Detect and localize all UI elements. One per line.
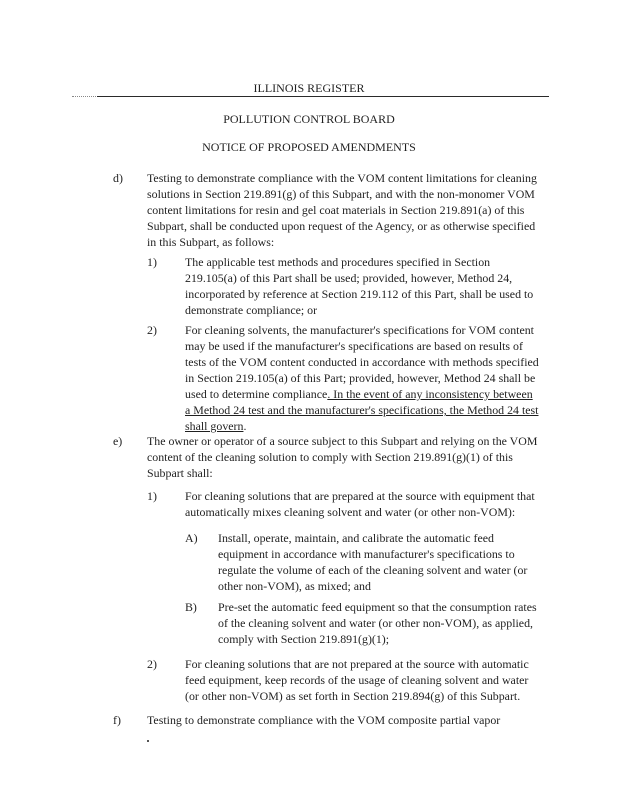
- text-line: incorporated by reference at Section 219.112 of this Part, shall be used to: [185, 287, 534, 301]
- text-run: used to determine compliance: [185, 387, 328, 401]
- text-line: (or other non-VOM) as set forth in Section 219.894(g) of this Subpart.: [185, 689, 521, 703]
- text-line: feed equipment, keep records of the usage of cleaning solvent and water: [185, 673, 529, 687]
- text-line: [185, 386, 539, 402]
- section-e-item2-label: 2): [147, 657, 157, 671]
- section-e-text: [147, 433, 537, 481]
- text-line: tests of the VOM content conducted in accordance with methods specified: [185, 355, 539, 369]
- text-line: For cleaning solvents, the manufacturer's specifications for VOM content: [185, 323, 534, 337]
- text-line: 219.105(a) of this Part shall be used; provided, however, Method 24,: [185, 271, 513, 285]
- text-line: may be used if the manufacturer's specifications are based on results of: [185, 339, 523, 353]
- scan-speck: [147, 740, 149, 742]
- section-e-item1-subB-text: [218, 599, 537, 647]
- text-line: in Section 219.105(a) of this Part; provided, however, Method 24 shall be: [185, 371, 536, 385]
- register-title: ILLINOIS REGISTER: [253, 81, 365, 95]
- inserted-text: a Method 24 test and the manufacturer's specifications, the Method 24 test: [185, 403, 539, 417]
- text-line: The applicable test methods and procedures specified in Section: [185, 255, 491, 269]
- text-line: Testing to demonstrate compliance with the VOM content limitations for cleaning: [147, 171, 537, 185]
- section-d-item1-text: [185, 254, 533, 318]
- text-line: For cleaning solutions that are prepared at the source with equipment that: [185, 489, 535, 503]
- section-e-label: e): [113, 434, 123, 448]
- section-d-text: [147, 170, 537, 250]
- section-e-item1-subA-text: [218, 530, 527, 594]
- text-run: .: [243, 419, 247, 433]
- text-line: For cleaning solutions that are not prepared at the source with automatic: [185, 657, 529, 671]
- inserted-text: . In the event of any inconsistency between: [327, 387, 533, 401]
- header-rule: [97, 96, 549, 97]
- text-line: Subpart, shall be conducted upon request of the Agency, or as otherwise specified: [147, 219, 536, 233]
- text-line: Install, operate, maintain, and calibrate the automatic feed: [218, 531, 495, 545]
- section-d-item1-label: 1): [147, 255, 157, 269]
- text-line: content of the cleaning solution to comply with Section 219.891(g)(1) of this: [147, 450, 513, 464]
- text-line: [185, 418, 539, 434]
- text-line: Subpart shall:: [147, 466, 213, 480]
- text-line: The owner or operator of a source subject to this Subpart and relying on the VOM: [147, 434, 538, 448]
- section-d-item2-label: 2): [147, 323, 157, 337]
- section-f-text: [147, 712, 500, 728]
- section-e-item1-text: [185, 488, 535, 520]
- section-d-item2-text: [185, 322, 539, 434]
- section-e-item1-label: 1): [147, 489, 157, 503]
- text-line: Testing to demonstrate compliance with the VOM composite partial vapor: [147, 713, 501, 727]
- board-title: POLLUTION CONTROL BOARD: [223, 112, 395, 126]
- text-line: in this Subpart, as follows:: [147, 235, 275, 249]
- text-line: content limitations for resin and gel coat materials in Section 219.891(a) of this: [147, 203, 525, 217]
- section-d-label: d): [113, 171, 123, 185]
- section-e-item1-subA-label: A): [185, 531, 198, 545]
- text-line: comply with Section 219.891(g)(1);: [218, 632, 390, 646]
- notice-title: NOTICE OF PROPOSED AMENDMENTS: [202, 140, 416, 154]
- text-line: solutions in Section 219.891(g) of this Subpart, and with the non-monomer VOM: [147, 187, 535, 201]
- text-line: of the cleaning solvent and water (or other non-VOM), as applied,: [218, 616, 534, 630]
- text-line: automatically mixes cleaning solvent and water (or other non-VOM):: [185, 505, 516, 519]
- section-e-item1-subB-label: B): [185, 600, 197, 614]
- text-line: other non-VOM), as mixed; and: [218, 579, 371, 593]
- inserted-text: shall govern: [185, 419, 244, 433]
- header-rule-dots: [72, 96, 96, 97]
- text-line: regulate the volume of each of the cleaning solvent and water (or: [218, 563, 528, 577]
- text-line: [185, 402, 539, 418]
- text-line: Pre-set the automatic feed equipment so that the consumption rates: [218, 600, 537, 614]
- text-line: demonstrate compliance; or: [185, 303, 318, 317]
- section-f-label: f): [113, 713, 121, 727]
- section-e-item2-text: [185, 656, 529, 704]
- text-line: equipment in accordance with manufacturer's specifications to: [218, 547, 515, 561]
